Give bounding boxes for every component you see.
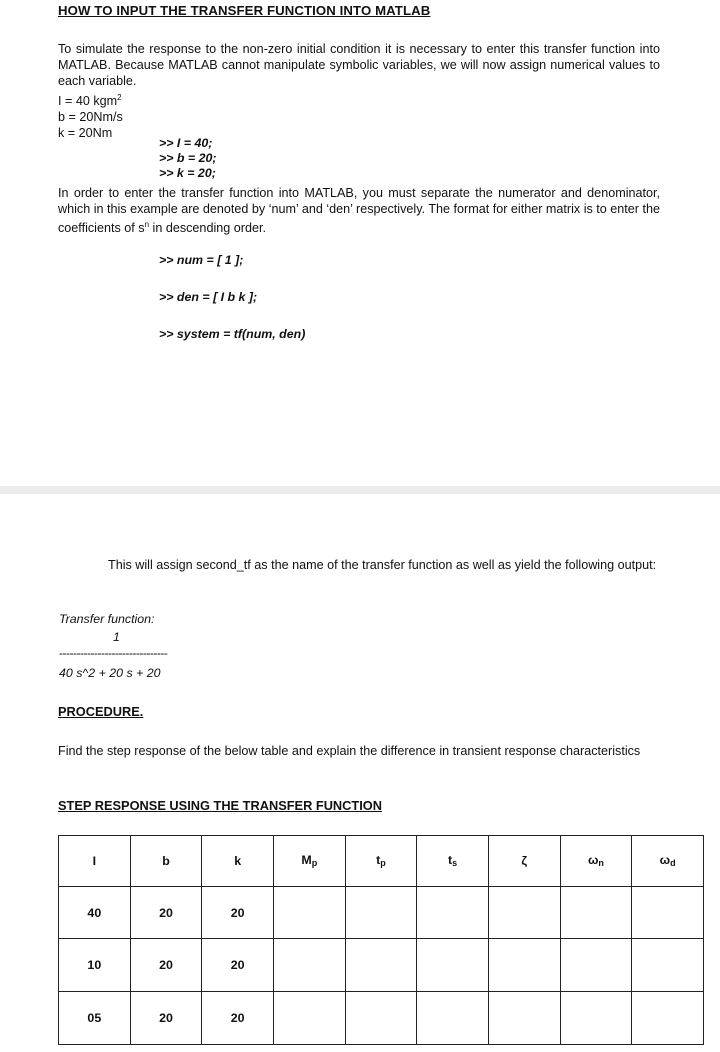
cell-wd[interactable] [632, 992, 704, 1045]
cell-wn[interactable] [560, 992, 632, 1045]
page-two [0, 494, 720, 1052]
tf-fraction-line: ------------------------------- [59, 646, 168, 660]
table-row [59, 939, 704, 992]
assign-output-text: This will assign second_tf as the name of the transfer function as well as yield the following output: [108, 558, 657, 572]
cell-I: 10 [59, 939, 131, 992]
code-num: >> num = [ 1 ]; [159, 253, 244, 267]
var-stiffness: k = 20Nm [58, 126, 113, 141]
header-b: b [130, 836, 202, 887]
header-tp: $t_p$ [345, 836, 417, 887]
code-den: >> den = [ I b k ]; [159, 290, 258, 304]
cell-k: 20 [202, 992, 274, 1045]
code-line: >> k = 20; [159, 166, 216, 180]
cell-wn[interactable] [560, 886, 632, 939]
cell-k: 20 [202, 886, 274, 939]
header-wd: $\omega_d$ [632, 836, 704, 887]
cell-I: 40 [59, 886, 131, 939]
header-Mp: $M_p$ [273, 836, 345, 887]
code-line: >> b = 20; [159, 151, 217, 165]
code-line: >> I = 40; [159, 136, 213, 150]
cell-tp[interactable] [345, 886, 417, 939]
tf-numerator: 1 [113, 630, 120, 644]
cell-zeta[interactable] [488, 992, 560, 1045]
table-row [59, 992, 704, 1045]
header-ts: $t_s$ [417, 836, 489, 887]
procedure-heading: PROCEDURE. [58, 704, 144, 719]
cell-wd[interactable] [632, 939, 704, 992]
page-break [0, 486, 720, 494]
var-damping: b = 20Nm/s [58, 110, 123, 125]
assign-code-block [159, 136, 217, 181]
header-I: I [59, 836, 131, 887]
step-response-heading: STEP RESPONSE USING THE TRANSFER FUNCTION [58, 798, 382, 813]
tf-label: Transfer function: [59, 612, 155, 626]
var-inertia: I = 40 kgm$^2$ [58, 93, 122, 109]
page-one [0, 0, 720, 486]
code-system: >> system = tf(num, den) [159, 327, 306, 341]
cell-k: 20 [202, 939, 274, 992]
cell-tp[interactable] [345, 939, 417, 992]
cell-b: 20 [130, 992, 202, 1045]
header-k: k [202, 836, 274, 887]
step-response-table [58, 835, 704, 1045]
cell-Mp[interactable] [273, 992, 345, 1045]
cell-tp[interactable] [345, 992, 417, 1045]
enter-tf-paragraph: In order to enter the transfer function into MATLAB, you must separate the numerator and denominator, which in this example are denoted by ‘num’ and ‘den’ respectively. The format for either matrix is to enter the coefficients of $s^n$ in descending order. [58, 186, 660, 236]
cell-zeta[interactable] [488, 939, 560, 992]
cell-b: 20 [130, 886, 202, 939]
cell-Mp[interactable] [273, 939, 345, 992]
header-zeta: ζ [488, 836, 560, 887]
table-row [59, 886, 704, 939]
page-title: HOW TO INPUT THE TRANSFER FUNCTION INTO MATLAB [58, 3, 431, 18]
variable-list [58, 90, 123, 141]
cell-ts[interactable] [417, 939, 489, 992]
procedure-text: Find the step response of the below table and explain the difference in transient response characteristics [58, 744, 641, 758]
cell-I: 05 [59, 992, 131, 1045]
cell-Mp[interactable] [273, 886, 345, 939]
cell-b: 20 [130, 939, 202, 992]
cell-wn[interactable] [560, 939, 632, 992]
tf-denominator: 40 s^2 + 20 s + 20 [59, 666, 161, 680]
header-wn: $\omega_n$ [560, 836, 632, 887]
table-header-row [59, 836, 704, 887]
cell-zeta[interactable] [488, 886, 560, 939]
cell-ts[interactable] [417, 886, 489, 939]
cell-wd[interactable] [632, 886, 704, 939]
intro-paragraph: To simulate the response to the non-zero initial condition it is necessary to enter this transfer function into MATLAB. Because MATLAB cannot manipulate symbolic variables, we will now assign numerical values to each variable. [58, 42, 660, 88]
cell-ts[interactable] [417, 992, 489, 1045]
